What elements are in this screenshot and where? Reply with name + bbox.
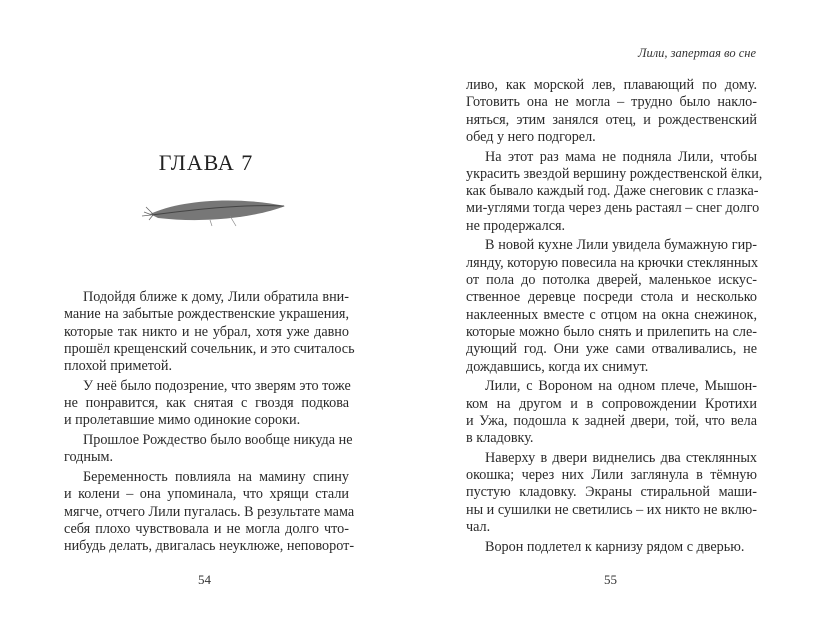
paragraph [466, 539, 757, 556]
text-line: прошёл крещенский сочельник, и это считалось [64, 340, 355, 357]
paragraph [64, 432, 353, 467]
page-number: 54 [198, 572, 211, 587]
text-line: годным. [64, 449, 114, 466]
text-line: ны и сушилки не светились – их никто не вклю- [466, 501, 757, 518]
text-line: и колени – она упоминала, что хрящи стали [64, 486, 349, 503]
body-text [466, 77, 763, 558]
paragraph [466, 378, 757, 447]
text-line: ственное деревце посреди стола и несколько [466, 289, 757, 306]
text-line: В новой кухне Лили увидела бумажную гир- [485, 237, 757, 254]
text-line: У неё было подозрение, что зверям это тоже [83, 377, 351, 394]
body-text [64, 289, 355, 558]
text-line: пустую кладовку. Экраны стиральной маши- [466, 484, 757, 501]
text-line: не продержался. [466, 217, 566, 234]
text-line: которые так никто и не убрал, хотя уже давно [64, 323, 349, 340]
text-line: чал. [466, 518, 491, 535]
text-line: от пола до потолка дверей, маленькое искус- [466, 272, 757, 289]
text-line: которые можно было снять и прилепить на сле- [466, 323, 757, 340]
paragraph [64, 289, 355, 375]
text-line: не понравится, как снятая с гвоздя подкова [64, 395, 349, 412]
text-line: Наверху в двери виднелись два стеклянных [485, 449, 757, 466]
text-line: На этот раз мама не подняла Лили, чтобы [485, 148, 757, 165]
right-page [410, 0, 820, 629]
text-line: Ворон подлетел к карнизу рядом с дверью. [485, 538, 745, 555]
text-line: наклеенных вместе с отцом на окна снежинок, [466, 306, 757, 323]
text-line: Прошлое Рождество было вообще никуда не [83, 432, 353, 449]
text-line: дующий год. Они уже сами отваливались, не [466, 341, 757, 358]
text-line: нибудь делать, двигалась неуклюже, неповорот- [64, 538, 355, 555]
text-line: мягче, отчего Лили пугалась. В результате мама [64, 503, 355, 520]
text-line: как бывало каждый год. Даже снеговик с глазка- [466, 183, 759, 200]
text-line: Лили, с Вороном на одном плече, Мышон- [485, 378, 757, 395]
text-line: Готовить она не могла – трудно было накло- [466, 94, 757, 111]
text-line: дождавшись, когда их снимут. [466, 358, 649, 375]
text-line: Подойдя ближе к дому, Лили обратила вни- [83, 289, 349, 305]
text-line: лянду, которую повесила на крючки стеклянных [466, 254, 759, 271]
text-line: и Ужа, подошла к задней двери, той, что вела [466, 412, 757, 429]
text-line: ми-углями тогда через день растаял – снег долго [466, 200, 760, 217]
text-line: и пролетавшие мимо одинокие сороки. [64, 412, 301, 429]
paragraph [466, 148, 763, 235]
text-line: мание на забытые рождественские украшения, [64, 306, 349, 323]
text-line: плохой приметой. [64, 358, 172, 375]
text-line: ливо, как морской лев, плавающий по дому. [466, 77, 757, 93]
paragraph [64, 378, 349, 430]
text-line: себя плохо чувствовала и не могла долго что- [64, 521, 349, 538]
text-line: в кладовку. [466, 430, 534, 447]
running-head: Лили, запертая во сне [638, 46, 756, 60]
page-number: 55 [604, 572, 617, 587]
feather-illustration [140, 192, 290, 237]
paragraph [466, 77, 757, 146]
text-line: окошка; через них Лили заглянула в тёмную [466, 467, 757, 484]
paragraph [466, 450, 757, 536]
text-line: украсить звездой вершину рождественской ёлки, [466, 165, 763, 182]
text-line: Беременность повлияла на мамину спину [83, 469, 349, 486]
text-line: ком на другом и в сопровождении Кротихи [466, 395, 757, 412]
chapter-title: ГЛАВА 7 [158, 150, 254, 175]
paragraph [466, 237, 757, 375]
text-line: обед у него подгорел. [466, 128, 596, 145]
paragraph [64, 469, 355, 555]
text-line: няться, этим занялся отец, и рождественский [466, 111, 757, 128]
